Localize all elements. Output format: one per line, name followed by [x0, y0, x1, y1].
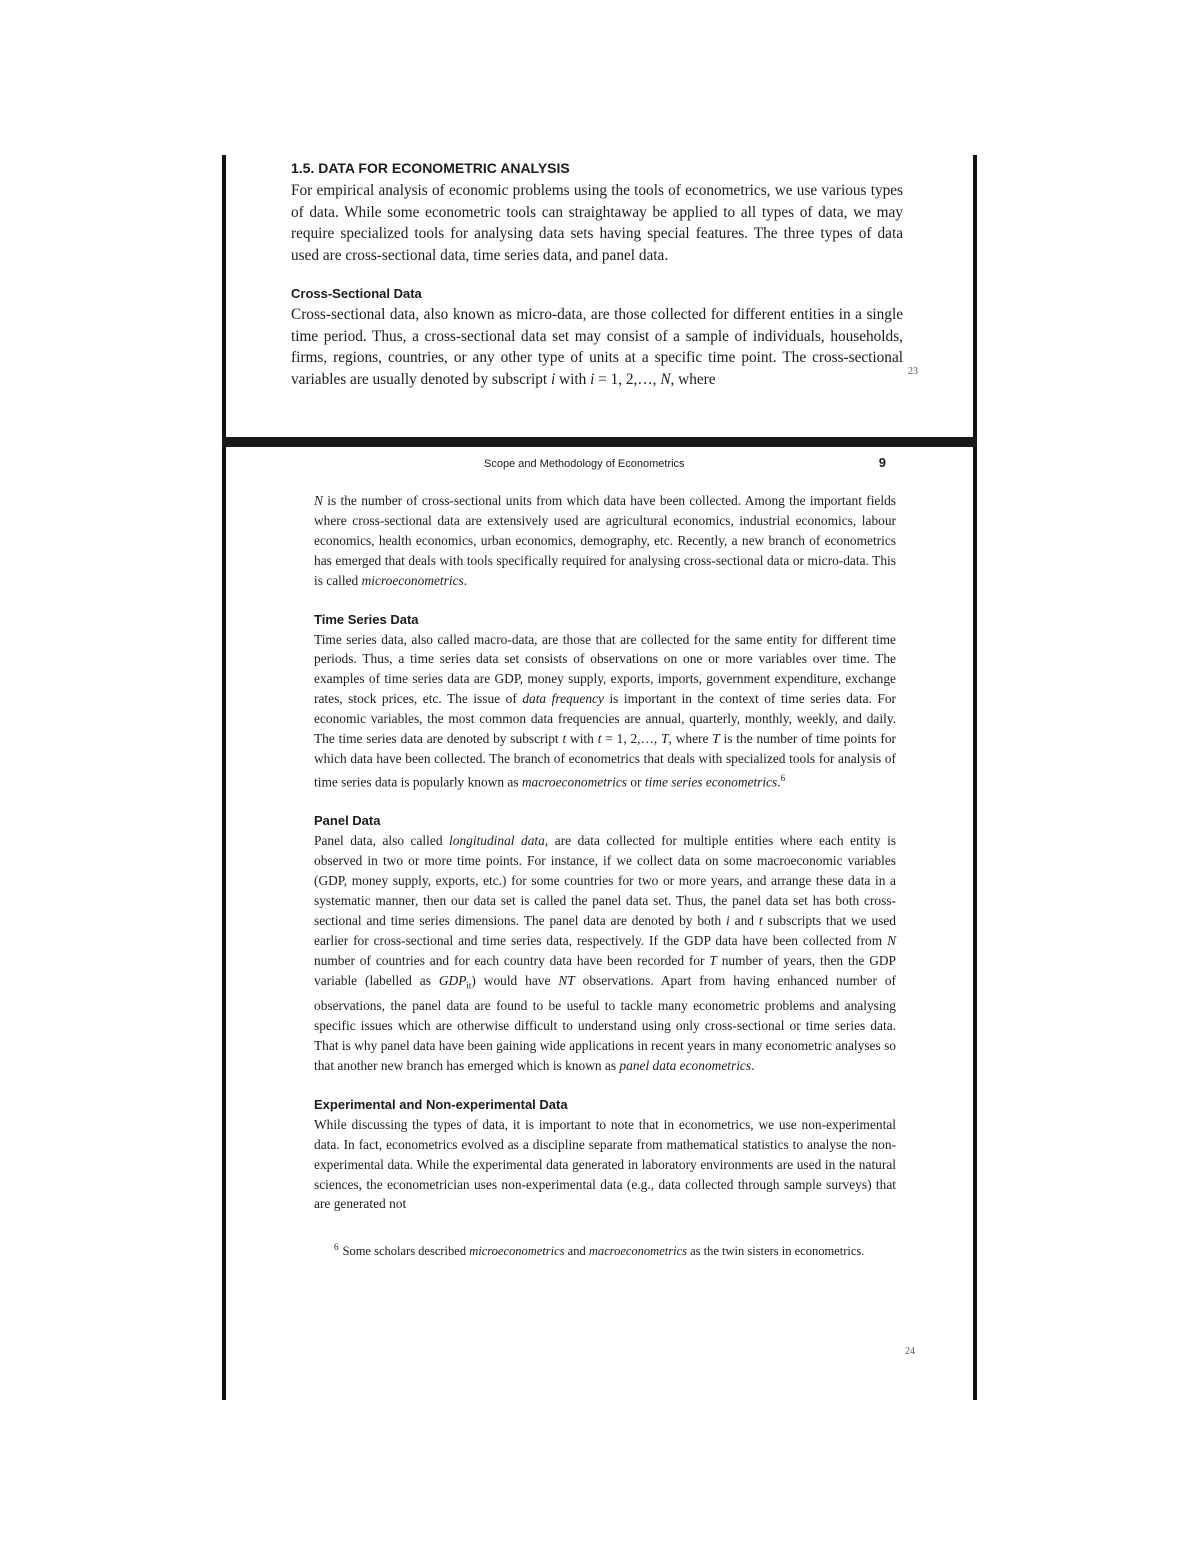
text-run: is the number of time points for which data have been collected. The branch of econometrics that deals with specialized tools for analysis of time series data is popularly known as: [314, 731, 896, 790]
math-subscript: it: [466, 980, 472, 991]
running-head-title: Scope and Methodology of Econometrics: [484, 458, 685, 470]
math-var: N: [887, 932, 896, 948]
text-run: , where: [670, 370, 716, 388]
text-run: and: [564, 1244, 589, 1259]
math-var: i: [726, 912, 730, 928]
term: panel data econometrics: [619, 1057, 752, 1073]
term: microeconometrics: [361, 572, 464, 588]
math-var: t: [758, 912, 763, 928]
math-var: t: [562, 731, 567, 747]
section-heading: 1.5. DATA FOR ECONOMETRIC ANALYSIS: [291, 160, 570, 176]
footnote-reference: 6: [780, 772, 786, 783]
text-run: = 1, 2,…,: [594, 370, 661, 388]
math-var: GDP: [438, 972, 467, 988]
experimental-paragraph: While discussing the types of data, it is important to note that in econometrics, we use non-experimental data. In fact, econometrics evolved as a discipline separate from mathematical statistics to analyse the non-experimental data. While the experimental data generated in laboratory environments are used in the natural sciences, the econometrician uses non-experimental data (e.g., data collected through sample surveys) that are generated not: [314, 1116, 896, 1212]
text-run: Panel data, also called: [314, 833, 450, 849]
math-var: T: [712, 731, 720, 747]
text-run: observations. Apart from having enhanced number of observations, the panel data are found to be useful to tackle many econometric problems and analysing specific issues which are otherwise difficult to understand using only cross-sectional or time series data. That is why panel data have been gaining wide applications in recent years in many econometric analyses so that another new branch has emerged which is known as: [314, 972, 896, 1073]
text-run: .: [463, 572, 468, 588]
panel-data-heading: Panel Data: [314, 813, 381, 829]
math-var: NT: [558, 972, 575, 988]
text-run: , where: [668, 731, 713, 747]
page-number: 9: [878, 455, 886, 470]
time-series-heading: Time Series Data: [314, 611, 419, 627]
right-border-line: [973, 155, 977, 1400]
page-divider-bar: [222, 437, 977, 447]
math-var: N: [314, 493, 323, 508]
math-var: T: [709, 952, 717, 968]
text-run: Some scholars described: [342, 1244, 470, 1259]
experimental-heading: Experimental and Non-experimental Data: [314, 1096, 568, 1112]
text-run: subscripts that we used earlier for cross-sectional and time series data, respectively. If the GDP data have been collected from: [314, 912, 896, 948]
text-run: or: [627, 774, 645, 790]
text-run: .: [751, 1057, 755, 1073]
term: microeconometrics: [469, 1244, 565, 1259]
cross-sectional-continued: [314, 491, 896, 591]
margin-page-number: 24: [905, 1346, 915, 1357]
top-page-fragment: [291, 160, 903, 390]
text-run: number of countries and for each country data have been recorded for: [314, 952, 710, 968]
footnote: [314, 1238, 896, 1261]
math-var: i: [590, 370, 595, 388]
footnote-marker: 6: [334, 1242, 339, 1253]
text-run: is important in the context of time series data. For economic variables, the most common data frequencies are annual, quarterly, monthly, weekly, and daily. The time series data are denoted by subscript: [314, 691, 896, 747]
math-var: N: [660, 370, 671, 388]
left-border-line: [222, 155, 226, 1400]
margin-page-number: 23: [908, 366, 918, 377]
text-run: number of years, then the GDP variable (labelled as: [314, 952, 897, 988]
math-var: i: [550, 370, 556, 388]
cross-sectional-heading: Cross-Sectional Data: [291, 286, 422, 301]
text-run: is the number of cross-sectional units from which data have been collected. Among the important fields where cross-sectional data are extensively used are agricultural economics, industrial economics, labour economics, health economics, urban economics, demography, etc. Recently, a new branch of econometrics has emerged that deals with tools specifically required for analysing cross-sectional data or micro-data. This is called: [314, 493, 896, 588]
running-head: [314, 455, 896, 475]
text-run: ) would have: [471, 972, 559, 988]
text-run: = 1, 2,…,: [601, 731, 662, 747]
text-run: Cross-sectional data, also known as micro-data, are those collected for different entities in a single time period. Thus, a cross-sectional data set may consist of a sample of individuals, households, firms, regions, countries, or any other type of units at a specific time point. The cross-sectional variables are usually denoted by subscript: [291, 306, 903, 388]
text-run: .: [777, 774, 781, 790]
text-run: and: [729, 912, 759, 928]
text-run: with: [555, 370, 591, 388]
term: data frequency: [522, 691, 604, 707]
intro-paragraph: For empirical analysis of economic problems using the tools of econometrics, we use various types of data. While some econometric tools can straightaway be applied to all types of data, we may require specialized tools for analysing data sets having special features. The three types of data used are cross-sectional data, time series data, and panel data.: [291, 182, 903, 264]
text-run: with: [566, 731, 598, 747]
term: macroeconometrics: [521, 774, 628, 790]
time-series-paragraph: [314, 630, 896, 793]
math-var: T: [661, 731, 669, 747]
text-run: Time series data, also called macro-data, are those that are collected for the same entity for different time periods. Thus, a time series data set consists of observations on one or more variables over time. The examples of time series data are GDP, money supply, exports, imports, government expenditure, exchange rates, stock prices, etc. The issue of: [314, 631, 896, 707]
panel-data-paragraph: [314, 831, 896, 1076]
text-run: as the twin sisters in econometrics.: [686, 1244, 865, 1259]
math-var: t: [597, 731, 602, 747]
cross-sectional-paragraph: [291, 304, 903, 390]
term: time series econometrics: [644, 774, 778, 790]
bottom-page: [314, 455, 896, 1261]
term: longitudinal data: [449, 833, 545, 849]
text-run: , are data collected for multiple entities where each entity is observed in two or more time points. For instance, if we collect data on some macroeconomic variables (GDP, money supply, exports, etc.) for some countries for two or more years, and arrange these data in a systematic manner, then our data set is called the panel data set. Thus, the panel data set has both cross-sectional and time series dimensions. The panel data are denoted by both: [314, 833, 897, 928]
term: macroeconometrics: [588, 1244, 687, 1259]
